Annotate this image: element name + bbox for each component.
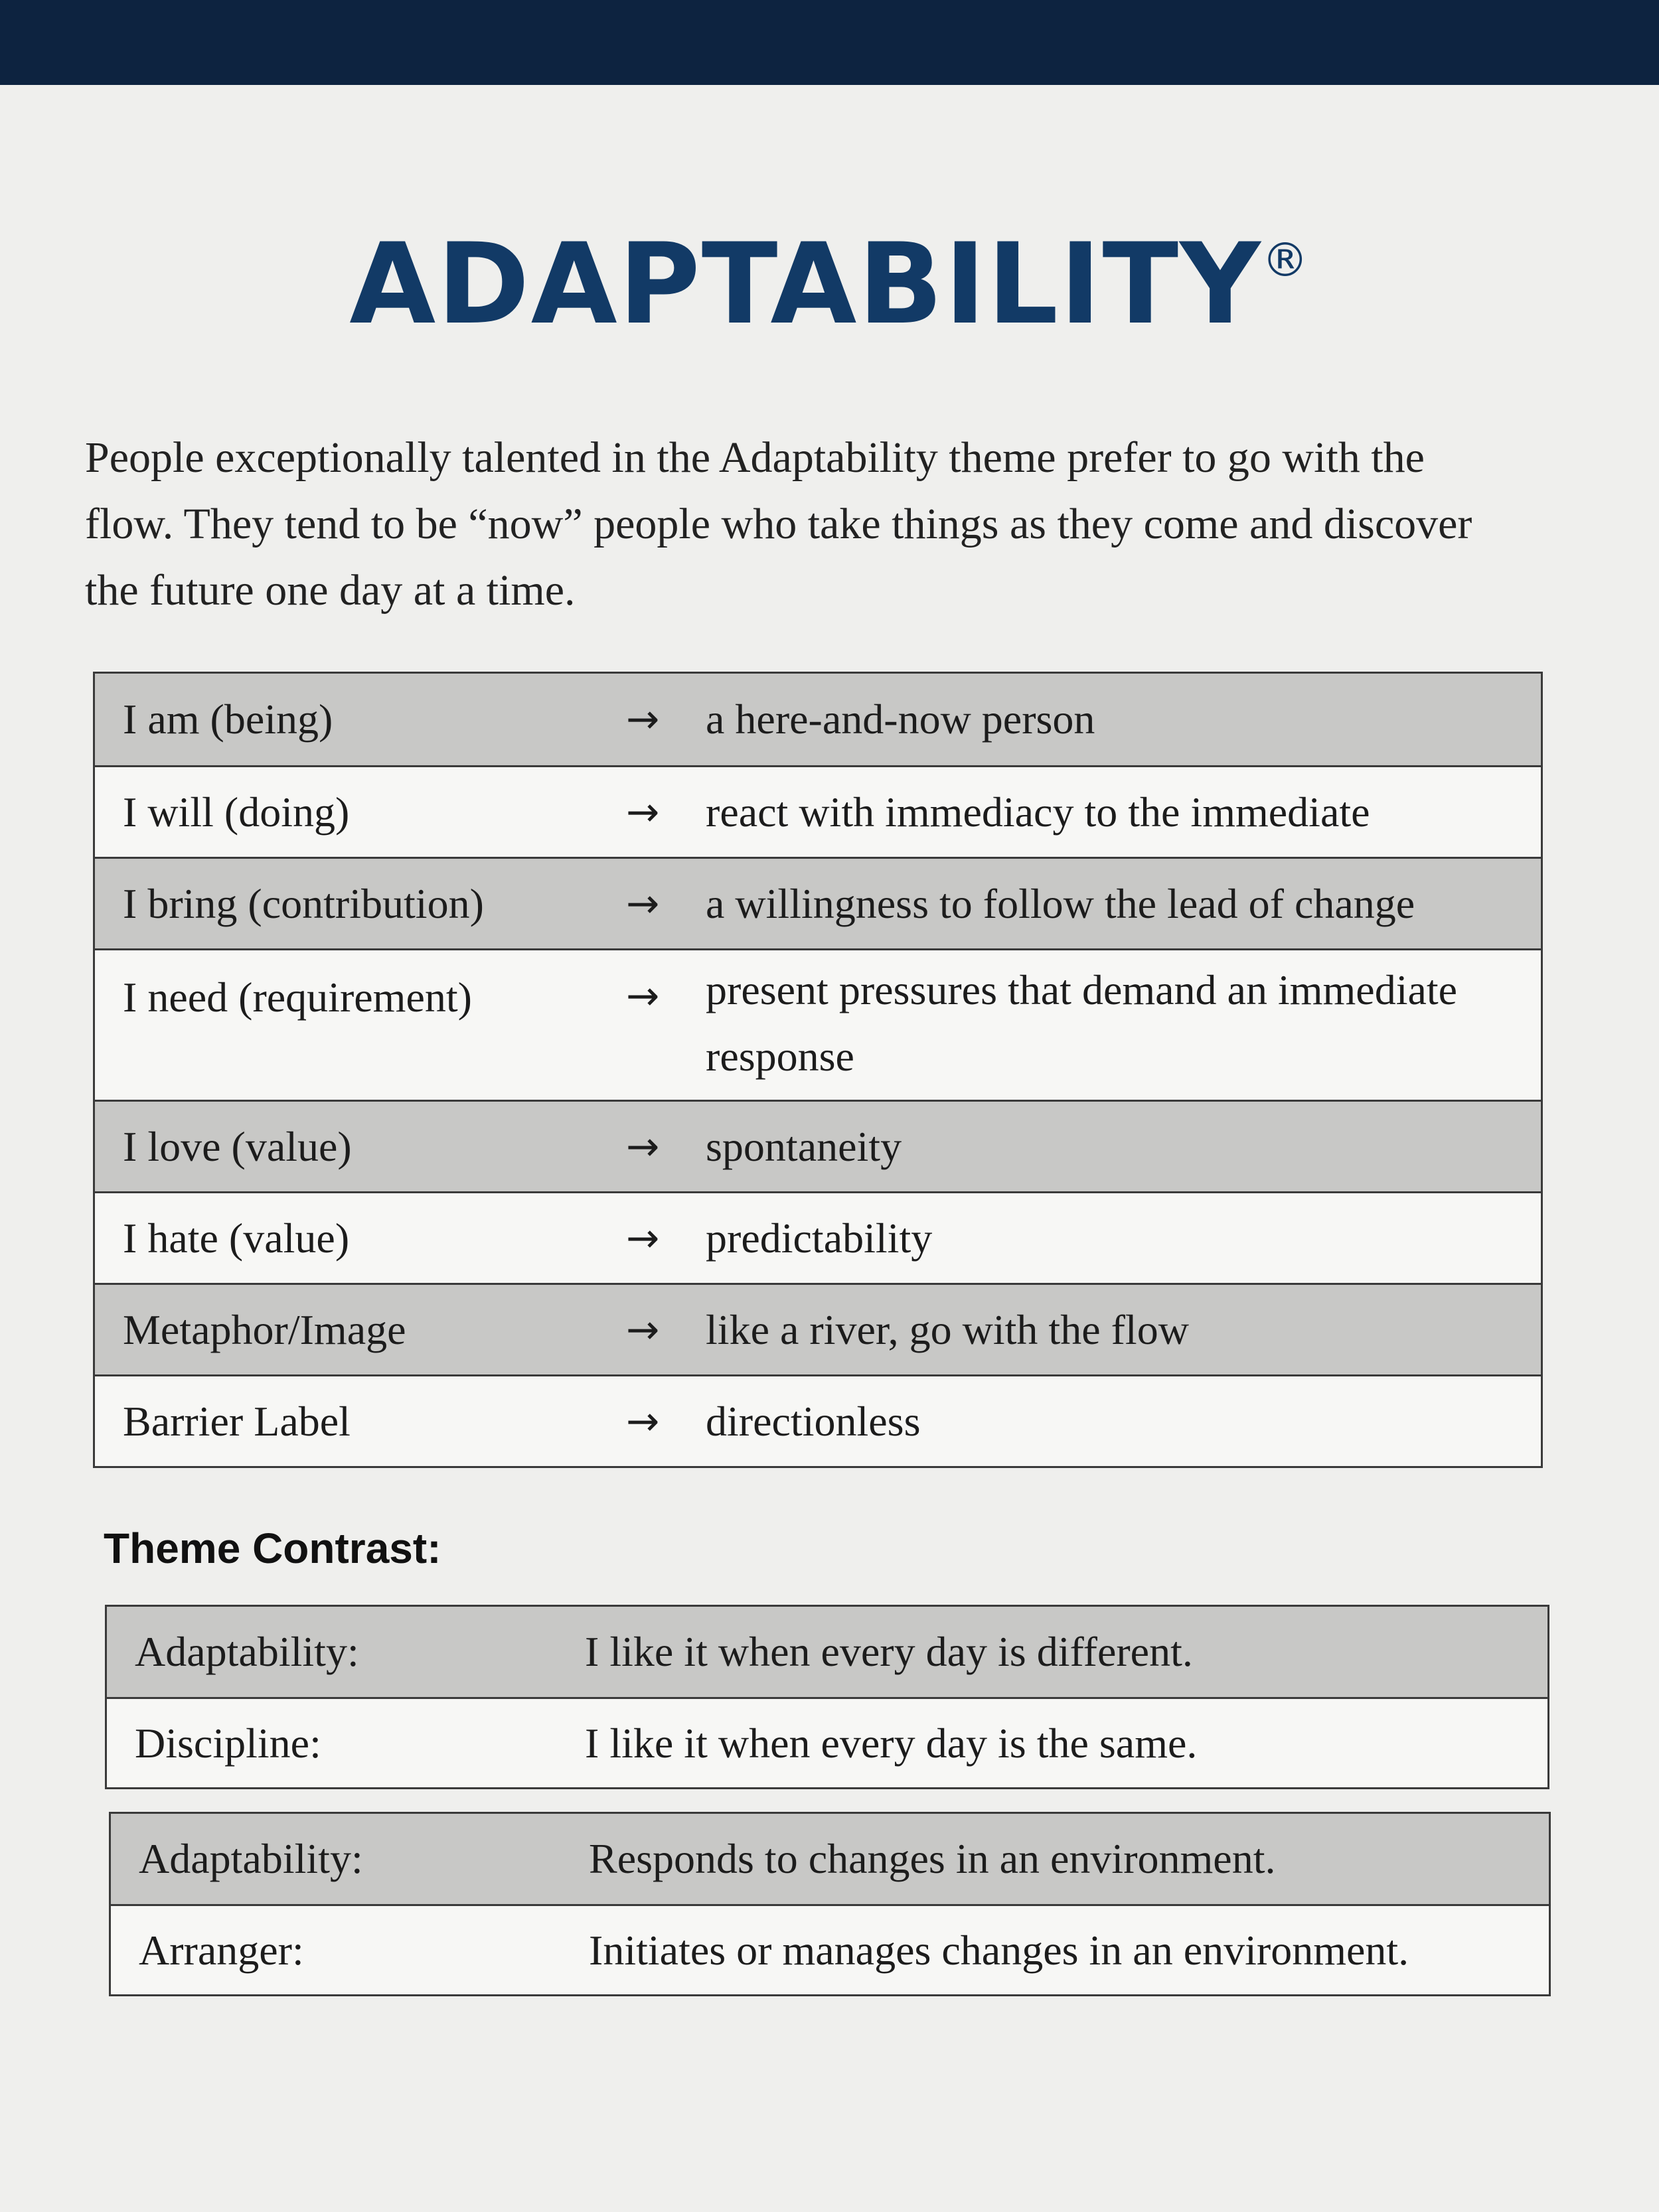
intro-paragraph: People exceptionally talented in the Adaptability theme prefer to go with the flow. They tend to be “now” people who take things as they come and discover the future one day at a time. [85, 433, 1472, 615]
arrow-icon: → [626, 788, 660, 836]
table-row [95, 1100, 1541, 1191]
row-label: Arranger: [139, 1926, 304, 1974]
row-label: Adaptability: [135, 1628, 359, 1675]
arrow-icon: → [626, 1215, 660, 1262]
row-label: I need (requirement) [123, 974, 472, 1021]
table-row [95, 765, 1541, 857]
row-value: a here-and-now person [706, 696, 1095, 743]
row-label: I am (being) [123, 696, 333, 743]
row-value: I like it when every day is the same. [585, 1719, 1198, 1767]
row-label: I bring (contribution) [123, 879, 484, 927]
row-label: Discipline: [135, 1719, 321, 1767]
table-row [95, 1191, 1541, 1283]
arrow-icon: → [626, 880, 660, 927]
contrast-table-arranger [109, 1812, 1551, 1996]
row-value: I like it when every day is different. [585, 1628, 1193, 1675]
row-value: Initiates or manages changes in an environment. [589, 1926, 1409, 1974]
row-label: Barrier Label [123, 1397, 351, 1445]
row-value: predictability [706, 1214, 933, 1262]
table-row [95, 857, 1541, 948]
table-row [95, 1374, 1541, 1466]
table-row [95, 1283, 1541, 1374]
arrow-icon: → [626, 1398, 660, 1445]
theme-contrast-heading: Theme Contrast: [104, 1524, 441, 1572]
row-value: a willingness to follow the lead of change [706, 879, 1415, 927]
row-label: I will (doing) [123, 788, 350, 836]
row-label: Adaptability: [139, 1835, 363, 1882]
row-value: Responds to changes in an environment. [589, 1835, 1276, 1882]
table-row [107, 1607, 1547, 1697]
row-value: present pressures that demand an immediate response [706, 966, 1458, 1080]
row-label: Metaphor/Image [123, 1305, 406, 1353]
table-row [111, 1814, 1549, 1904]
registered-mark: ® [1261, 233, 1310, 287]
row-value: spontaneity [706, 1122, 902, 1170]
row-value: like a river, go with the flow [706, 1305, 1189, 1353]
arrow-icon: → [626, 1306, 660, 1353]
table-row [95, 674, 1541, 765]
row-value: react with immediacy to the immediate [706, 788, 1370, 836]
header-band [0, 0, 1659, 85]
table-row [111, 1904, 1549, 1994]
theme-table [93, 672, 1543, 1468]
row-value: directionless [706, 1397, 921, 1445]
arrow-icon: → [626, 696, 660, 743]
page-title: ADAPTABILITY® [349, 219, 1310, 349]
table-row [107, 1697, 1547, 1787]
row-label: I hate (value) [123, 1214, 350, 1262]
contrast-table-discipline [105, 1605, 1549, 1789]
table-row [95, 948, 1541, 1100]
row-label: I love (value) [123, 1122, 352, 1170]
arrow-icon: → [626, 973, 660, 1019]
arrow-icon: → [626, 1123, 660, 1170]
